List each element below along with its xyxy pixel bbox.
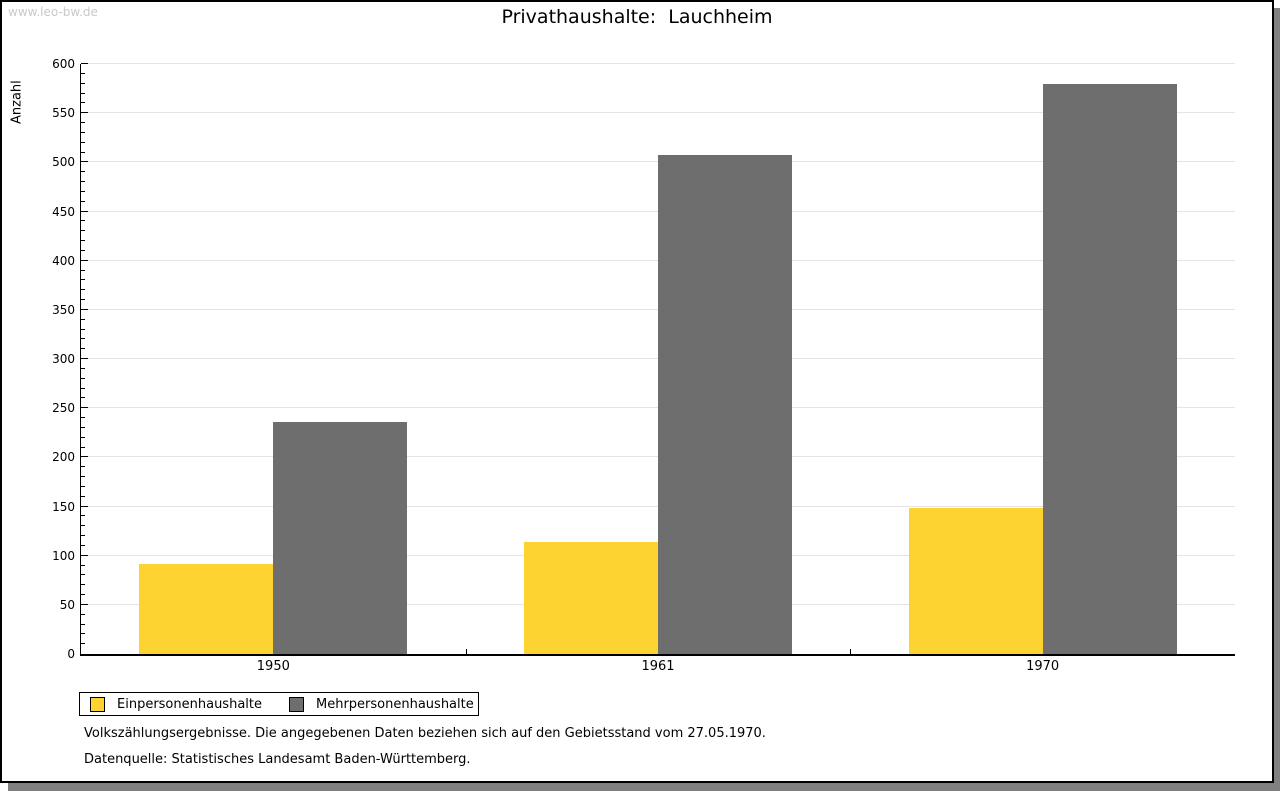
y-minor-tick-60 bbox=[81, 594, 85, 595]
y-major-tick-100 bbox=[81, 555, 88, 556]
y-minor-tick-110 bbox=[81, 545, 85, 546]
y-minor-tick-260 bbox=[81, 397, 85, 398]
y-minor-tick-590 bbox=[81, 73, 85, 74]
y-major-tick-200 bbox=[81, 456, 88, 457]
y-minor-tick-210 bbox=[81, 447, 85, 448]
bar-mehrpersonenhaushalte-1970 bbox=[1043, 84, 1177, 654]
y-minor-tick-30 bbox=[81, 624, 85, 625]
gridline-600 bbox=[81, 63, 1235, 64]
y-minor-tick-240 bbox=[81, 417, 85, 418]
legend-swatch-mehrpersonenhaushalte bbox=[289, 697, 304, 712]
y-minor-tick-580 bbox=[81, 83, 85, 84]
y-tick-label-550: 550 bbox=[52, 106, 75, 121]
legend-swatch-einpersonenhaushalte bbox=[90, 697, 105, 712]
y-major-tick-350 bbox=[81, 309, 88, 310]
y-tick-label-250: 250 bbox=[52, 401, 75, 416]
y-tick-label-600: 600 bbox=[52, 57, 75, 71]
bar-mehrpersonenhaushalte-1950 bbox=[273, 422, 407, 654]
y-tick-label-0: 0 bbox=[67, 647, 75, 661]
y-minor-tick-10 bbox=[81, 643, 85, 644]
y-major-tick-450 bbox=[81, 211, 88, 212]
y-minor-tick-320 bbox=[81, 338, 85, 339]
y-minor-tick-310 bbox=[81, 348, 85, 349]
y-major-tick-550 bbox=[81, 112, 88, 113]
y-tick-label-450: 450 bbox=[52, 204, 75, 219]
y-minor-tick-480 bbox=[81, 181, 85, 182]
x-category-label-1970: 1970 bbox=[1026, 659, 1060, 674]
y-minor-tick-40 bbox=[81, 614, 85, 615]
y-major-tick-600 bbox=[81, 63, 88, 64]
plot-area bbox=[52, 57, 1235, 674]
y-minor-tick-470 bbox=[81, 191, 85, 192]
y-major-tick-400 bbox=[81, 260, 88, 261]
x-category-label-1961: 1961 bbox=[641, 659, 675, 674]
legend bbox=[79, 692, 479, 716]
y-minor-tick-440 bbox=[81, 220, 85, 221]
y-minor-tick-20 bbox=[81, 633, 85, 634]
y-tick-label-400: 400 bbox=[52, 253, 75, 268]
y-minor-tick-180 bbox=[81, 476, 85, 477]
y-tick-label-200: 200 bbox=[52, 450, 75, 465]
y-minor-tick-230 bbox=[81, 427, 85, 428]
y-axis-label: Anzahl bbox=[9, 80, 25, 124]
y-minor-tick-540 bbox=[81, 122, 85, 123]
y-minor-tick-90 bbox=[81, 565, 85, 566]
bar-einpersonenhaushalte-1961 bbox=[524, 542, 658, 654]
bar-einpersonenhaushalte-1950 bbox=[139, 564, 273, 654]
y-minor-tick-380 bbox=[81, 279, 85, 280]
y-minor-tick-270 bbox=[81, 388, 85, 389]
chart-title: Privathaushalte: Lauchheim bbox=[501, 6, 773, 28]
y-minor-tick-290 bbox=[81, 368, 85, 369]
y-minor-tick-560 bbox=[81, 102, 85, 103]
y-major-tick-150 bbox=[81, 506, 88, 507]
y-major-tick-300 bbox=[81, 358, 88, 359]
y-minor-tick-330 bbox=[81, 329, 85, 330]
y-minor-tick-490 bbox=[81, 171, 85, 172]
y-minor-tick-570 bbox=[81, 93, 85, 94]
y-tick-label-50: 50 bbox=[59, 597, 75, 612]
y-tick-label-350: 350 bbox=[52, 302, 75, 317]
y-minor-tick-70 bbox=[81, 584, 85, 585]
y-tick-label-150: 150 bbox=[52, 499, 75, 514]
y-major-tick-500 bbox=[81, 161, 88, 162]
y-minor-tick-130 bbox=[81, 525, 85, 526]
y-tick-label-100: 100 bbox=[52, 548, 75, 563]
x-boundary-tick-1 bbox=[466, 649, 467, 654]
footer-source: Datenquelle: Statistisches Landesamt Baden-Württemberg. bbox=[84, 752, 471, 767]
y-minor-tick-220 bbox=[81, 437, 85, 438]
y-minor-tick-520 bbox=[81, 142, 85, 143]
card-shadow-bottom bbox=[8, 783, 1280, 791]
y-minor-tick-360 bbox=[81, 299, 85, 300]
y-minor-tick-170 bbox=[81, 486, 85, 487]
y-minor-tick-280 bbox=[81, 378, 85, 379]
y-minor-tick-140 bbox=[81, 515, 85, 516]
y-minor-tick-340 bbox=[81, 319, 85, 320]
x-boundary-tick-2 bbox=[850, 649, 851, 654]
bar-einpersonenhaushalte-1970 bbox=[909, 508, 1043, 654]
y-tick-label-300: 300 bbox=[52, 352, 75, 366]
y-major-tick-50 bbox=[81, 604, 88, 605]
y-minor-tick-120 bbox=[81, 535, 85, 536]
y-minor-tick-510 bbox=[81, 152, 85, 153]
y-minor-tick-420 bbox=[81, 240, 85, 241]
y-minor-tick-80 bbox=[81, 574, 85, 575]
y-minor-tick-530 bbox=[81, 132, 85, 133]
y-minor-tick-430 bbox=[81, 230, 85, 231]
watermark: www.leo-bw.de bbox=[8, 5, 98, 19]
footer-note: Volkszählungsergebnisse. Die angegebenen Daten beziehen sich auf den Gebietsstand vom 27.05.1970. bbox=[84, 726, 766, 741]
y-minor-tick-460 bbox=[81, 201, 85, 202]
y-major-tick-250 bbox=[81, 407, 88, 408]
y-minor-tick-390 bbox=[81, 270, 85, 271]
y-minor-tick-370 bbox=[81, 289, 85, 290]
legend-label-mehrpersonenhaushalte: Mehrpersonenhaushalte bbox=[316, 696, 474, 712]
y-minor-tick-160 bbox=[81, 496, 85, 497]
legend-label-einpersonenhaushalte: Einpersonenhaushalte bbox=[117, 696, 262, 712]
bar-mehrpersonenhaushalte-1961 bbox=[658, 155, 792, 654]
y-minor-tick-410 bbox=[81, 250, 85, 251]
y-minor-tick-190 bbox=[81, 466, 85, 467]
y-tick-label-500: 500 bbox=[52, 155, 75, 170]
card-shadow-right bbox=[1274, 8, 1280, 791]
x-category-label-1950: 1950 bbox=[256, 659, 290, 674]
